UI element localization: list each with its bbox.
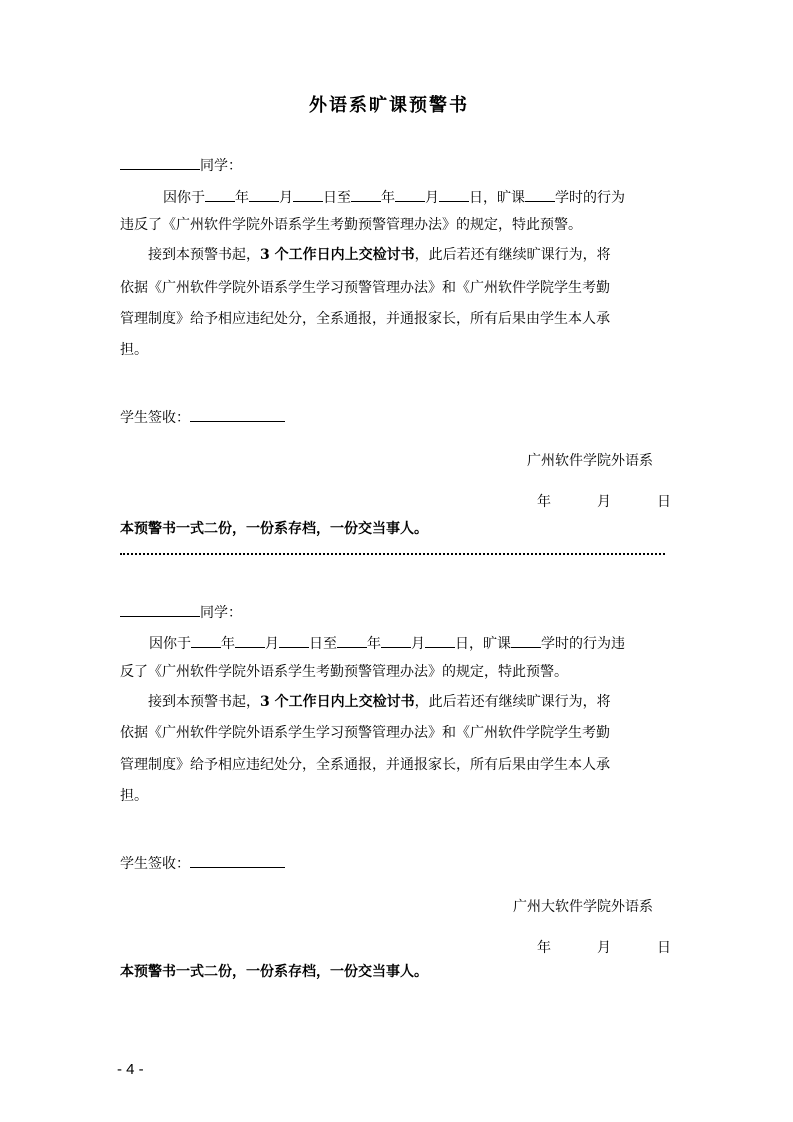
- blank-month-2[interactable]: [395, 186, 425, 202]
- warning-paragraph-line-2: 依据《广州软件学院外语系学生学习预警管理办法》和《广州软件学院学生考勤: [120, 725, 610, 741]
- date-month-label: 月: [597, 940, 611, 956]
- issuing-department: 广州软件学院外语系: [527, 453, 653, 469]
- reason-text: 日至: [323, 190, 351, 206]
- blank-month-1[interactable]: [235, 632, 265, 648]
- warning-paragraph-line-1: [148, 245, 611, 265]
- copy-footnote: 本预警书一式二份，一份系存档，一份交当事人。: [120, 964, 428, 980]
- reason-text: 因你于: [163, 190, 205, 206]
- copy-footnote: 本预警书一式二份，一份系存档，一份交当事人。: [120, 521, 428, 537]
- document-title: 外语系旷课预警书: [309, 95, 469, 116]
- blank-year-1[interactable]: [191, 632, 221, 648]
- date-line: [537, 938, 671, 958]
- signature-label: 学生签收：: [120, 410, 190, 426]
- reason-text: 学时的行为违: [541, 636, 625, 652]
- blank-hours[interactable]: [511, 632, 541, 648]
- blank-month-2[interactable]: [381, 632, 411, 648]
- reason-line-2: 违反了《广州软件学院外语系学生考勤预警管理办法》的规定，特此预警。: [120, 217, 582, 233]
- reason-text: 日，旷课: [455, 636, 511, 652]
- reason-text: 年: [221, 636, 235, 652]
- blank-year-2[interactable]: [351, 186, 381, 202]
- warning-deadline: 3 个工作日内上交检讨书: [260, 247, 415, 263]
- student-salutation: 同学：: [200, 605, 242, 621]
- warning-text: 接到本预警书起，: [148, 247, 260, 263]
- reason-text: 日至: [309, 636, 337, 652]
- reason-text: 日，旷课: [469, 190, 525, 206]
- reason-line-1: [163, 186, 625, 208]
- warning-paragraph-line-3: 管理制度》给予相应违纪处分，全系通报，并通报家长，所有后果由学生本人承: [120, 757, 610, 773]
- warning-paragraph-line-2: 依据《广州软件学院外语系学生学习预警管理办法》和《广州软件学院学生考勤: [120, 280, 610, 296]
- warning-paragraph-line-4: 担。: [120, 342, 148, 358]
- blank-month-1[interactable]: [249, 186, 279, 202]
- warning-text: ，此后若还有继续旷课行为，将: [414, 247, 611, 263]
- student-signature-line: [120, 406, 285, 428]
- date-line: [537, 492, 671, 512]
- date-year-label: 年: [537, 940, 551, 956]
- student-salutation: 同学：: [200, 158, 242, 174]
- signature-blank[interactable]: [190, 406, 285, 422]
- date-year-label: 年: [537, 494, 551, 510]
- student-name-blank[interactable]: [120, 154, 200, 170]
- page-number: - 4 -: [117, 1061, 144, 1078]
- student-name-line: [120, 601, 242, 623]
- reason-line-2: 反了《广州软件学院外语系学生考勤预警管理办法》的规定，特此预警。: [120, 664, 568, 680]
- blank-day-1[interactable]: [279, 632, 309, 648]
- reason-line-1: [149, 632, 625, 654]
- cut-line-divider: [120, 553, 665, 555]
- student-signature-line: [120, 852, 285, 874]
- blank-year-2[interactable]: [337, 632, 367, 648]
- warning-paragraph-line-1: [148, 692, 611, 712]
- student-name-blank[interactable]: [120, 601, 200, 617]
- warning-text: 接到本预警书起，: [148, 694, 260, 710]
- warning-deadline: 3 个工作日内上交检讨书: [260, 694, 415, 710]
- blank-day-2[interactable]: [425, 632, 455, 648]
- date-month-label: 月: [597, 494, 611, 510]
- blank-year-1[interactable]: [205, 186, 235, 202]
- blank-hours[interactable]: [525, 186, 555, 202]
- issuing-department: 广州大软件学院外语系: [513, 899, 653, 915]
- warning-text: ，此后若还有继续旷课行为，将: [414, 694, 611, 710]
- student-name-line: [120, 154, 242, 176]
- reason-text: 年: [235, 190, 249, 206]
- blank-day-2[interactable]: [439, 186, 469, 202]
- reason-text: 月: [265, 636, 279, 652]
- reason-text: 月: [279, 190, 293, 206]
- reason-text: 年: [367, 636, 381, 652]
- reason-text: 月: [425, 190, 439, 206]
- signature-label: 学生签收：: [120, 856, 190, 872]
- reason-text: 因你于: [149, 636, 191, 652]
- warning-paragraph-line-3: 管理制度》给予相应违纪处分，全系通报，并通报家长，所有后果由学生本人承: [120, 311, 610, 327]
- signature-blank[interactable]: [190, 852, 285, 868]
- reason-text: 月: [411, 636, 425, 652]
- date-day-label: 日: [657, 940, 671, 956]
- warning-paragraph-line-4: 担。: [120, 788, 148, 804]
- reason-text: 学时的行为: [555, 190, 625, 206]
- date-day-label: 日: [657, 494, 671, 510]
- reason-text: 年: [381, 190, 395, 206]
- blank-day-1[interactable]: [293, 186, 323, 202]
